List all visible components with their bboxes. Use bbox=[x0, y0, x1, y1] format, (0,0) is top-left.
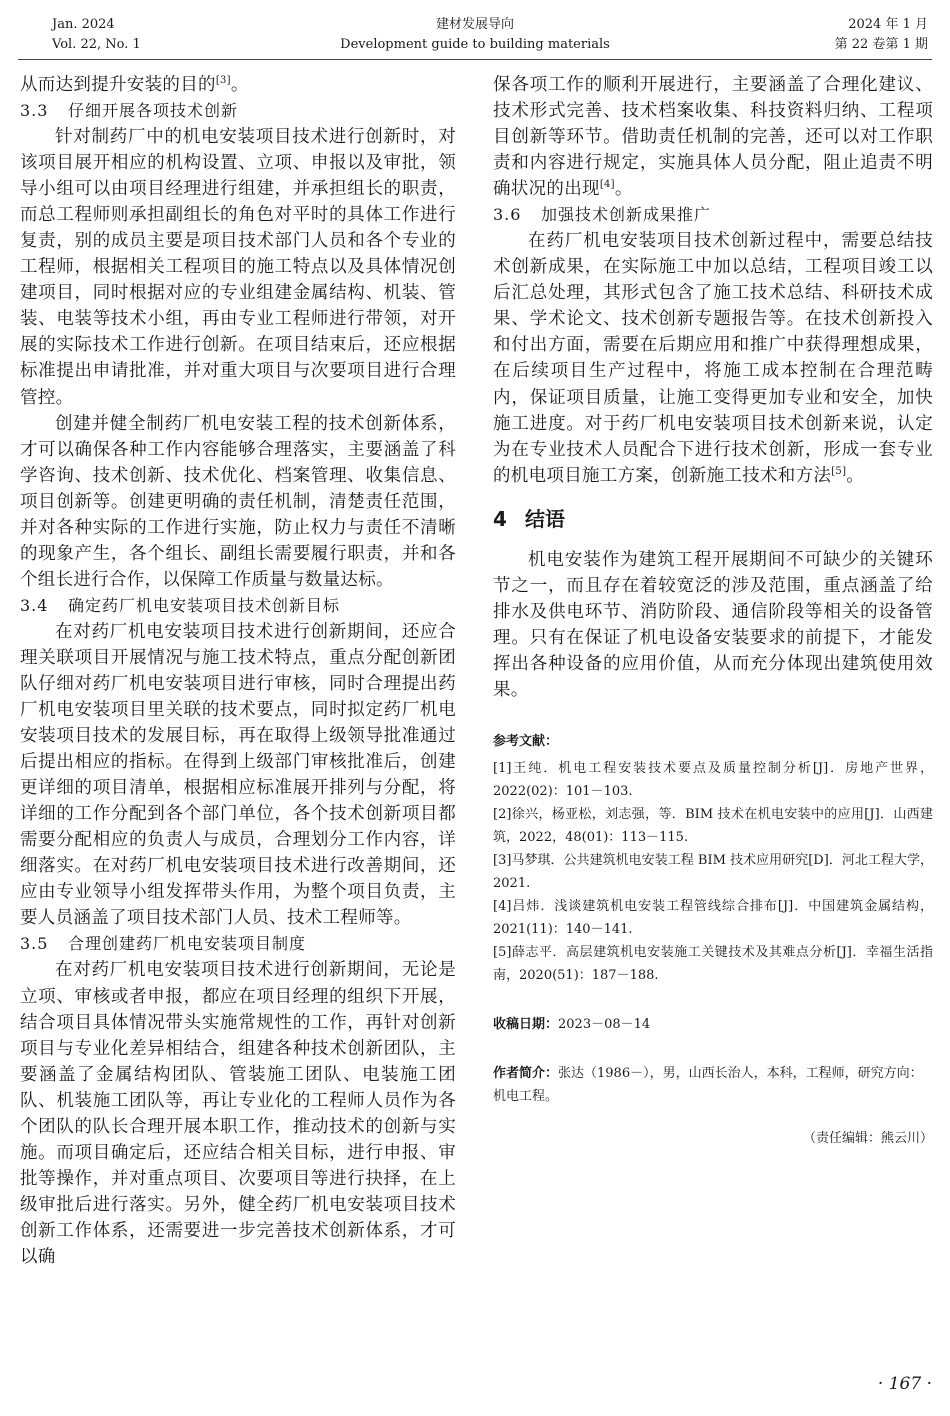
citation[interactable]: [3] bbox=[215, 75, 231, 87]
references-title: 参考文献： bbox=[493, 733, 559, 749]
journal-title-en: Development guide to building materials bbox=[340, 37, 610, 52]
header-volume-cn: 第 22 卷第 1 期 bbox=[834, 37, 928, 52]
responsible-editor: （责任编辑：熊云川） bbox=[802, 1130, 933, 1146]
section-heading-3-3: 3.3 仔细开展各项技术创新 bbox=[20, 101, 239, 121]
section-heading-4: 4 结语 bbox=[493, 506, 565, 531]
reference-item: [3]马梦琪．公共建筑机电安装工程 BIM 技术应用研究[D]．河北工程大学，2021. bbox=[493, 852, 933, 891]
reference-item: [4]吕炜．浅谈建筑机电安装工程管线综合排布[J]．中国建筑金属结构，2021(11)：140－141. bbox=[493, 898, 933, 937]
author-bio: 作者简介：张达（1986－），男，山西长治人，本科，工程师，研究方向：机电工程。 bbox=[493, 1065, 923, 1104]
paragraph: 从而达到提升安装的目的[3]。 bbox=[20, 75, 249, 95]
header-right bbox=[835, 15, 928, 55]
received-date: 收稿日期：2023－08－14 bbox=[493, 1016, 651, 1032]
header-date-cn: 2024 年 1 月 bbox=[848, 17, 928, 32]
section-heading-3-6: 3.6 加强技术创新成果推广 bbox=[493, 205, 712, 225]
paragraph: 创建并健全制药厂机电安装工程的技术创新体系，才可以确保各种工作内容能够合理落实，主要涵盖了科学咨询、技术创新、技术优化、档案管理、收集信息、项目创新等。创建更明确的责任机制，清楚责任范围，并对各种实际的工作进行实施，防止权力与责任不清晰的现象产生，各个组长、副组长需要履行职责，并和各个组长进行合作，以保障工作质量与数量达标。 bbox=[20, 413, 456, 590]
paragraph: 针对制药厂中的机电安装项目技术进行创新时，对该项目展开相应的机构设置、立项、申报以及审批，领导小组可以由项目经理进行组建，并承担组长的职责，而总工程师则承担副组长的角色对平时的具体工作进行复责，别的成员主要是项目技术部门人员和各个专业的工程师，根据相关工程项目的施工特点以及具体情况创建项目，同时根据对应的专业组建金属结构、机装、管装、电装等技术小组，再由专业工程师进行带领，对开展的实际技术工作进行创新。在项目结束后，还应根据标准提出申请批准，并对重大项目与次要项目进行合理管控。 bbox=[20, 127, 456, 408]
header-divider bbox=[18, 59, 932, 60]
paragraph: 保各项工作的顺利开展进行，主要涵盖了合理化建议、技术形式完善、技术档案收集、科技资料归纳、工程项目创新等环节。借助责任机制的完善，还可以对工作职责和内容进行规定，实施具体人员分配，阻止追责不明确状况的出现[4]。 bbox=[493, 75, 933, 200]
paragraph: 机电安装作为建筑工程开展期间不可缺少的关键环节之一，而且存在着较宽泛的涉及范围，重点涵盖了给排水及供电环节、消防阶段、通信阶段等相关的设备管理。只有在保证了机电设备安装要求的前提下，才能发挥出各种设备的应用价值，从而充分体现出建筑使用效果。 bbox=[493, 549, 933, 700]
journal-title-cn: 建材发展导向 bbox=[435, 17, 514, 32]
reference-item: [1]王纯．机电工程安装技术要点及质量控制分析[J]．房地产世界，2022(02)：101－103. bbox=[493, 760, 933, 799]
paragraph: 在药厂机电安装项目技术创新过程中，需要总结技术创新成果，在实际施工中加以总结，工程项目竣工以后汇总处理，其形式包含了施工技术总结、科研技术成果、学术论文、技术创新专题报告等。在技术创新投入和付出方面，需要在后期应用和推广中获得理想成果，在后续项目生产过程中，将施工成本控制在合理范畴内，保证项目质量，让施工变得更加专业和安全，加快施工进度。对于药厂机电安装项目技术创新来说，认定为在专业技术人员配合下进行技术创新，形成一套专业的机电项目施工方案，创新施工技术和方法[5]。 bbox=[493, 231, 933, 486]
paragraph: 在对药厂机电安装项目技术进行创新期间，无论是立项、审核或者申报，都应在项目经理的组织下开展，结合项目具体情况带头实施常规性的工作，再针对创新项目与专业化差异相结合，组建各种技术创新团队，主要涵盖了金属结构团队、管装施工团队、电装施工团队、机装施工团队等，再让专业化的工程师人员作为各个团队的队长合理开展本职工作，推动技术的创新与实施。而项目确定后，还应结合相关目标，进行申报、审批等操作，并对重点项目、次要项目等进行抉择，在上级审批后进行落实。另外，健全药厂机电安装项目技术创新工作体系，还需要进一步完善技术创新体系，才可以确 bbox=[20, 960, 456, 1267]
header-center bbox=[0, 15, 950, 55]
paragraph: 在对药厂机电安装项目技术进行创新期间，还应合理关联项目开展情况与施工技术特点，重点分配创新团队仔细对药厂机电安装项目进行审核，同时合理提出药厂机电安装项目里关联的技术要点，同时拟定药厂机电安装项目技术的发展目标，再在取得上级领导批准通过后提出相应的指标。在得到上级部门审核批准后，创建更详细的项目清单，根据相应标准展开排列与分配，将详细的工作分配到各个部门单位，各个技术创新项目都需要分配相应的负责人与成员，合理划分工作内容，详细落实。在对药厂机电安装项目技术进行改善期间，还应由专业领导小组发挥带头作用，为整个项目负责，主要人员涵盖了项目技术部门人员、技术工程师等。 bbox=[20, 621, 456, 929]
header-date-en: Jan. 2024 bbox=[52, 17, 115, 32]
left-column bbox=[20, 72, 456, 1270]
section-heading-3-4: 3.4 确定药厂机电安装项目技术创新目标 bbox=[20, 595, 341, 615]
right-column bbox=[493, 72, 933, 1150]
reference-item: [5]薛志平．高层建筑机电安装施工关键技术及其难点分析[J]．幸福生活指南，2020(51)：187－188. bbox=[493, 944, 933, 983]
header-volume-en: Vol. 22, No. 1 bbox=[52, 37, 141, 52]
section-heading-3-5: 3.5 合理创建药厂机电安装项目制度 bbox=[20, 934, 307, 954]
citation[interactable]: [4] bbox=[599, 179, 615, 191]
page-number: · 167 · bbox=[877, 1374, 932, 1394]
reference-item: [2]徐兴，杨亚松，刘志强，等．BIM 技术在机电安装中的应用[J]．山西建筑，2022，48(01)：113－115. bbox=[493, 806, 933, 845]
citation[interactable]: [5] bbox=[831, 465, 847, 477]
